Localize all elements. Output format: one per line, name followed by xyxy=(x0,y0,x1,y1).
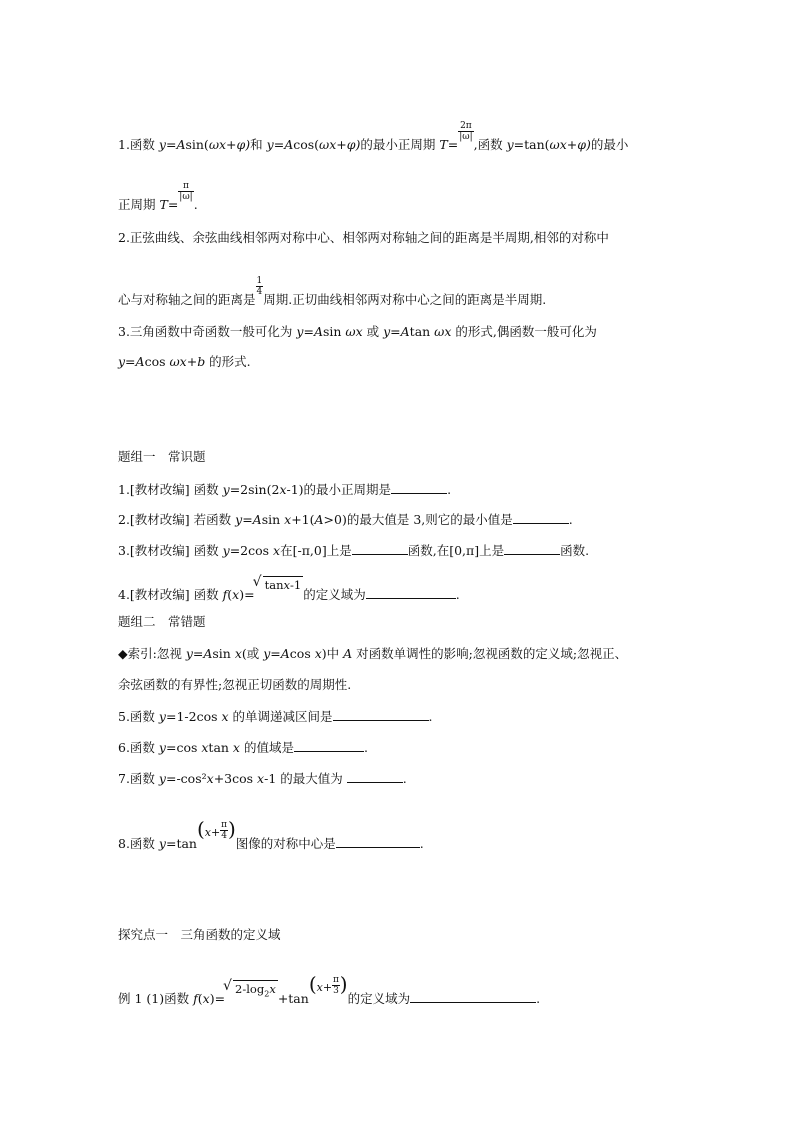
text: 对函数单调性的影响;忽视函数的定义域;忽视正、 xyxy=(352,646,628,661)
formula: 2 xyxy=(264,989,270,999)
formula: tan( xyxy=(524,137,550,152)
answer-blank[interactable] xyxy=(391,481,447,494)
sqrt-expression xyxy=(263,576,304,593)
formula: x xyxy=(221,709,229,724)
paren-expression: (x+ $\frac{\pi}{3}$ ) xyxy=(308,972,348,996)
text: . xyxy=(402,771,407,786)
formula: x xyxy=(273,543,281,558)
formula: =1-2cos xyxy=(165,709,222,724)
answer-blank[interactable] xyxy=(352,542,408,555)
answer-blank[interactable] xyxy=(347,770,403,783)
text: 1.函数 xyxy=(118,137,159,152)
text: 的形式,偶函数一般可化为 xyxy=(451,324,597,339)
formula: =-cos² xyxy=(165,771,207,786)
formula: ( xyxy=(227,587,233,602)
text: 的定义域为 xyxy=(347,991,411,1006)
formula: T= xyxy=(439,137,459,152)
text: ◆索引:忽视 xyxy=(118,646,186,661)
formula: y=A xyxy=(263,646,290,661)
text: 在[-π,0]上是 xyxy=(280,543,352,558)
formula: =2cos xyxy=(229,543,274,558)
text: 函数,在[0,π]上是 xyxy=(407,543,505,558)
summary-item-2-cont xyxy=(118,276,547,311)
text: . xyxy=(455,587,460,602)
formula: x xyxy=(234,646,242,661)
formula: =tan xyxy=(165,836,197,851)
fraction xyxy=(256,276,264,297)
formula: y=A xyxy=(118,354,145,369)
formula: A xyxy=(343,646,353,661)
formula: )= xyxy=(239,587,255,602)
text: . xyxy=(428,709,433,724)
fraction xyxy=(178,181,193,202)
formula: x xyxy=(269,982,276,996)
formula: sin xyxy=(212,646,235,661)
question-8 xyxy=(118,817,424,853)
text: . xyxy=(447,482,452,497)
question-6 xyxy=(118,739,368,756)
formula: x xyxy=(201,740,209,755)
summary-item-1-cont xyxy=(118,181,198,216)
text: 图像的对称中心是 xyxy=(235,836,336,851)
text: 1.[教材改编] 函数 xyxy=(118,482,223,497)
text: )中 xyxy=(321,646,344,661)
numerator: π xyxy=(332,975,339,985)
formula: x xyxy=(232,587,240,602)
formula: φ) xyxy=(236,137,251,152)
formula: y xyxy=(222,482,230,497)
error-note-cont: 余弦函数的有界性;忽视正切函数的周期性. xyxy=(118,677,352,692)
formula: x xyxy=(314,646,322,661)
text: 3.三角函数中奇函数一般可化为 xyxy=(118,324,297,339)
formula: y=A xyxy=(185,646,213,661)
text: 的最小 xyxy=(590,137,629,152)
text: . xyxy=(363,740,368,755)
text: . xyxy=(419,836,424,851)
denominator: 4 xyxy=(221,831,227,841)
summary-item-3 xyxy=(118,324,597,340)
formula: x xyxy=(284,512,292,527)
formula: A xyxy=(314,512,324,527)
formula: y xyxy=(158,709,166,724)
answer-blank[interactable] xyxy=(504,542,560,555)
text: ,函数 xyxy=(473,137,507,152)
denominator: |ω| xyxy=(459,132,473,142)
formula: -1 xyxy=(289,578,302,592)
formula: ( xyxy=(197,991,203,1006)
formula: y=A xyxy=(383,324,410,339)
formula: cos xyxy=(144,354,170,369)
formula: y=A xyxy=(296,324,323,339)
formula: cos xyxy=(289,646,315,661)
formula: sin( xyxy=(185,137,209,152)
question-1 xyxy=(118,481,451,498)
formula: )= xyxy=(209,991,226,1006)
denominator: 4 xyxy=(256,287,263,297)
question-5 xyxy=(118,708,433,725)
text: 函数. xyxy=(560,543,590,558)
formula: +3cos xyxy=(213,771,258,786)
formula: tan xyxy=(264,578,284,592)
text: 2.[教材改编] 若函数 xyxy=(118,512,236,527)
text: 的形式. xyxy=(205,354,251,369)
answer-blank[interactable] xyxy=(410,990,536,1003)
formula: y xyxy=(158,836,166,851)
formula: y=A xyxy=(266,137,294,152)
text: 5.函数 xyxy=(118,709,159,724)
formula: y xyxy=(158,771,166,786)
text: 的单调递减区间是 xyxy=(228,709,333,724)
formula: y xyxy=(158,740,166,755)
explore-title: 探究点一 三角函数的定义域 xyxy=(118,927,281,942)
text: 周期.正切曲线相邻两对称中心之间的距离是半周期. xyxy=(263,292,547,307)
summary-item-2 xyxy=(118,230,609,246)
formula: tan xyxy=(208,740,233,755)
summary-item-3-cont xyxy=(118,354,251,370)
sqrt-expression xyxy=(233,980,278,1002)
formula: x xyxy=(257,771,265,786)
formula: T= xyxy=(159,197,179,212)
formula: tan xyxy=(409,324,435,339)
numerator: 1 xyxy=(256,276,263,286)
formula: +1( xyxy=(291,512,315,527)
answer-blank[interactable] xyxy=(513,511,569,524)
question-7 xyxy=(118,770,407,787)
answer-blank[interactable] xyxy=(336,835,420,848)
example-1 xyxy=(118,972,541,1012)
formula: y= xyxy=(506,137,525,152)
text: 心与对称轴之间的距离是 xyxy=(118,292,256,307)
fraction xyxy=(458,121,473,142)
answer-blank[interactable] xyxy=(294,739,364,752)
formula: ωx+b xyxy=(169,354,206,369)
denominator: |ω| xyxy=(179,192,193,202)
text: 和 xyxy=(250,137,267,152)
text: 8.函数 xyxy=(118,836,159,851)
question-4 xyxy=(118,578,460,603)
formula: =cos xyxy=(165,740,202,755)
formula: f xyxy=(193,991,198,1006)
text: >0)的最大值是 3,则它的最小值是 xyxy=(323,512,513,527)
formula: ωx+ xyxy=(549,137,578,152)
formula: y xyxy=(222,543,230,558)
formula: x xyxy=(206,771,214,786)
group2-title: 题组二 常错题 xyxy=(118,614,206,629)
question-2 xyxy=(118,511,573,528)
fraction xyxy=(332,975,340,996)
text: 的值域是 xyxy=(239,740,294,755)
text: 3.[教材改编] 函数 xyxy=(118,543,223,558)
formula: φ) xyxy=(346,137,361,152)
formula: f xyxy=(222,587,228,602)
formula: y=A xyxy=(235,512,262,527)
formula: y=A xyxy=(158,137,186,152)
answer-blank[interactable] xyxy=(366,586,456,599)
paren-expression: (x+ $\frac{\pi}{4}$ ) xyxy=(196,817,236,841)
text: 2.正弦曲线、余弦曲线相邻两对称中心、相邻两对称轴之间的距离是半周期,相邻的对称中 xyxy=(118,230,609,245)
formula: x xyxy=(283,578,290,592)
group1-title: 题组一 常识题 xyxy=(118,449,206,464)
formula: sin xyxy=(261,512,285,527)
text: 的最小正周期 xyxy=(360,137,440,152)
denominator: 3 xyxy=(333,986,339,996)
text: (或 xyxy=(241,646,264,661)
fraction xyxy=(220,820,228,841)
text: 正周期 xyxy=(118,197,160,212)
formula: x xyxy=(232,740,240,755)
text: 4.[教材改编] 函数 xyxy=(118,587,223,602)
formula: x xyxy=(202,991,210,1006)
formula: +tan xyxy=(277,991,309,1006)
formula: sin xyxy=(322,324,346,339)
error-note xyxy=(118,646,627,662)
formula: ωx+ xyxy=(319,137,347,152)
formula: -1)的最小正周期是 xyxy=(286,482,392,497)
text: 的定义域为 xyxy=(303,587,366,602)
text: -1 的最大值为 xyxy=(264,771,347,786)
text: . xyxy=(536,991,541,1006)
text: 例 1 (1)函数 xyxy=(118,991,194,1006)
text: . xyxy=(568,512,573,527)
formula: ωx xyxy=(434,324,452,339)
formula: ωx+ xyxy=(208,137,237,152)
text: 7.函数 xyxy=(118,771,159,786)
numerator: π xyxy=(221,820,228,830)
formula: 2-log xyxy=(235,982,265,996)
formula: x xyxy=(204,826,211,839)
formula: =2sin(2 xyxy=(229,482,280,497)
formula: ωx xyxy=(345,324,363,339)
formula: + xyxy=(211,826,221,839)
text: . xyxy=(193,197,198,212)
formula: φ) xyxy=(577,137,591,152)
question-3 xyxy=(118,542,589,559)
numerator: π xyxy=(183,181,189,191)
formula: x xyxy=(279,482,287,497)
text: 或 xyxy=(362,324,384,339)
formula: + xyxy=(322,981,333,994)
answer-blank[interactable] xyxy=(333,708,429,721)
text: 6.函数 xyxy=(118,740,159,755)
formula: cos( xyxy=(293,137,320,152)
numerator: 2π xyxy=(460,121,472,131)
formula: x xyxy=(316,981,323,994)
